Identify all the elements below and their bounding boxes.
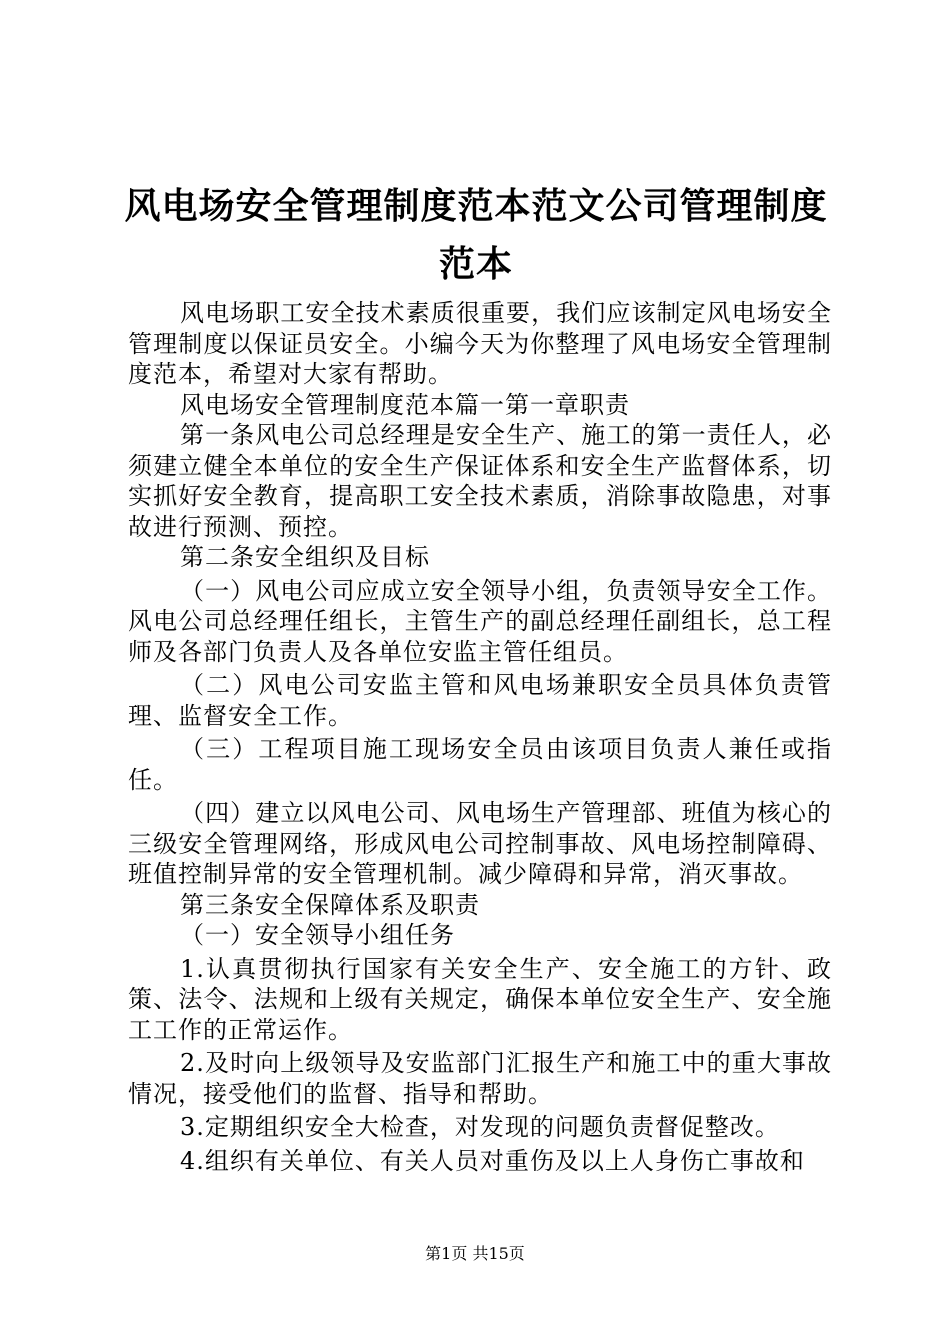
paragraph-section-heading: 风电场安全管理制度范本篇一第一章职责 xyxy=(180,390,630,419)
paragraph-item-1: （一）风电公司应成立安全领导小组，负责领导安全工作。风电公司总经理任组长，主管生产的副总经理任副组长，总工程师及各部门负责人及各单位安监主管任组员。 xyxy=(128,576,832,666)
document-body xyxy=(128,298,832,1176)
document-title: 风电场安全管理制度范本范文公司管理制度范本 xyxy=(124,186,828,285)
page-number-footer: 第1页 共15页 xyxy=(425,1244,525,1263)
paragraph-item-3: （三）工程项目施工现场安全员由该项目负责人兼任或指任。 xyxy=(128,735,832,794)
paragraph-intro: 风电场职工安全技术素质很重要，我们应该制定风电场安全管理制度以保证员安全。小编今天为你整理了风电场安全管理制度范本，希望对大家有帮助。 xyxy=(128,299,832,388)
paragraph-article-3-heading: 第三条安全保障体系及职责 xyxy=(180,890,480,919)
paragraph-item-4: （四）建立以风电公司、风电场生产管理部、班值为核心的三级安全管理网络，形成风电公司控制事故、风电场控制障碍、班值控制异常的安全管理机制。减少障碍和异常，消灭事故。 xyxy=(128,799,832,888)
paragraph-task-4: 4.组织有关单位、有关人员对重伤及以上人身伤亡事故和 xyxy=(180,1146,805,1175)
paragraph-subsection-heading: （一）安全领导小组任务 xyxy=(180,921,455,949)
paragraph-task-1: 1.认真贯彻执行国家有关安全生产、安全施工的方针、政策、法令、法规和上级有关规定，确保本单位安全生产、安全施工工作的正常运作。 xyxy=(128,954,832,1044)
paragraph-article-2-heading: 第二条安全组织及目标 xyxy=(180,543,430,571)
paragraph-task-2: 2.及时向上级领导及安监部门汇报生产和施工中的重大事故情况，接受他们的监督、指导和帮助。 xyxy=(128,1049,832,1108)
paragraph-article-1: 第一条风电公司总经理是安全生产、施工的第一责任人，必须建立健全本单位的安全生产保证体系和安全生产监督体系，切实抓好安全教育，提高职工安全技术素质，消除事故隐患，对事故进行预测、预控。 xyxy=(128,421,832,541)
paragraph-item-2: （二）风电公司安监主管和风电场兼职安全员具体负责管理、监督安全工作。 xyxy=(128,671,832,730)
paragraph-task-3: 3.定期组织安全大检查，对发现的问题负责督促整改。 xyxy=(180,1113,780,1141)
